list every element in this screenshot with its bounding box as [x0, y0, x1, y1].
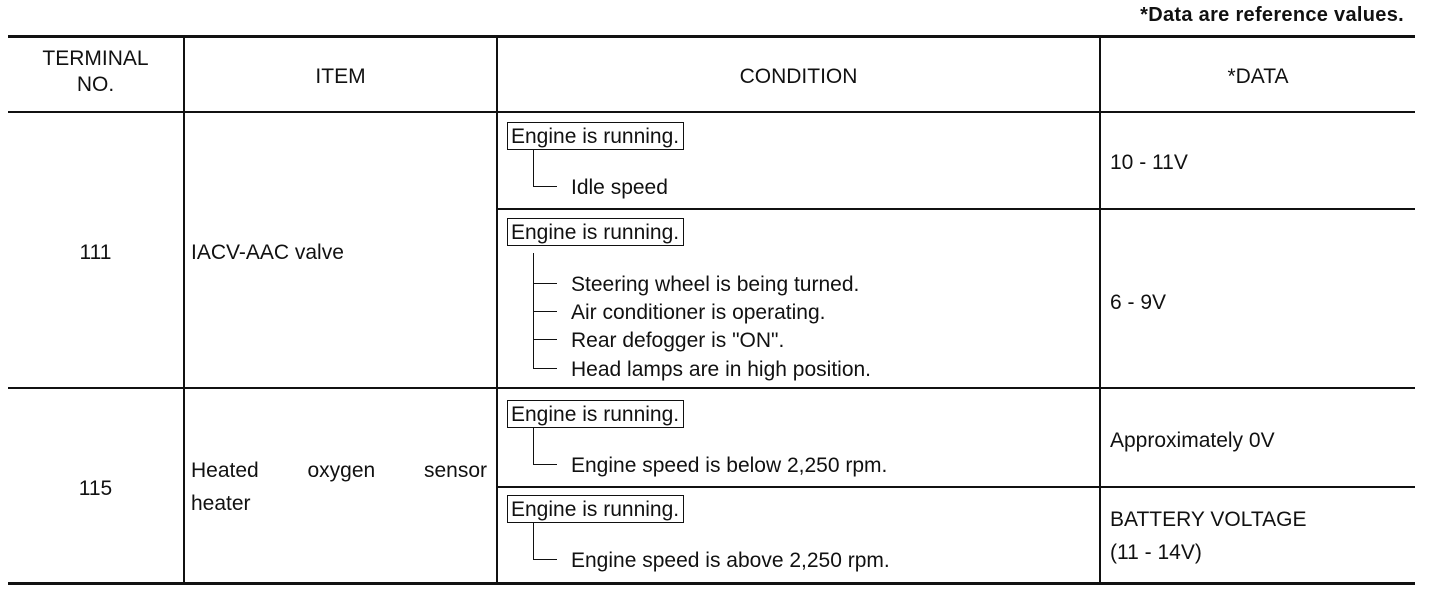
row-separator — [8, 387, 1415, 389]
tree-connector — [533, 559, 557, 560]
header-data: *DATA — [1227, 65, 1289, 88]
tree-connector — [533, 283, 557, 284]
condition-box-115-a: Engine is running. — [507, 400, 684, 428]
condition-steering: Steering wheel is being turned. — [571, 273, 860, 296]
data-111-a: 10 - 11V — [1110, 151, 1188, 174]
condition-speed-above: Engine speed is above 2,250 rpm. — [571, 549, 890, 572]
col-rule-condition — [496, 36, 498, 584]
row-111-divider — [497, 208, 1415, 210]
item-iacv-aac-valve: IACV-AAC valve — [191, 241, 344, 264]
tree-connector — [533, 311, 557, 312]
data-115-b-line1: BATTERY VOLTAGE — [1110, 508, 1307, 531]
tree-connector — [533, 522, 534, 560]
item-word: Heated — [191, 459, 259, 482]
terminal-115: 115 — [78, 477, 113, 500]
header-condition: CONDITION — [739, 65, 858, 88]
header-terminal-no — [8, 46, 183, 99]
condition-speed-below: Engine speed is below 2,250 rpm. — [571, 454, 888, 477]
header-terminal-line2: NO. — [76, 73, 115, 97]
data-111-b: 6 - 9V — [1110, 291, 1167, 314]
col-rule-item — [183, 36, 185, 584]
condition-air-conditioner: Air conditioner is operating. — [571, 301, 826, 324]
row-115-divider — [497, 486, 1415, 488]
condition-idle-speed: Idle speed — [571, 176, 668, 199]
condition-box-115-b: Engine is running. — [507, 495, 684, 523]
reference-note: *Data are reference values. — [1140, 4, 1404, 26]
tree-connector — [533, 428, 534, 465]
table-bottom-rule — [8, 582, 1415, 585]
item-line1 — [191, 460, 487, 481]
table-top-rule — [8, 35, 1415, 38]
item-word: sensor — [423, 459, 487, 482]
condition-rear-defogger: Rear defogger is "ON". — [571, 329, 785, 352]
data-115-a: Approximately 0V — [1110, 429, 1275, 452]
tree-connector — [533, 464, 557, 465]
col-rule-data — [1099, 36, 1101, 584]
condition-head-lamps: Head lamps are in high position. — [571, 358, 872, 381]
header-bottom-rule — [8, 111, 1415, 113]
item-heated-oxygen-sensor-heater — [191, 460, 487, 514]
terminal-111: 111 — [79, 241, 112, 264]
data-115-b-line2: (11 - 14V) — [1110, 541, 1202, 564]
tree-connector — [533, 368, 557, 369]
tree-connector — [533, 339, 557, 340]
item-line2: heater — [191, 492, 251, 515]
tree-connector — [533, 149, 534, 187]
condition-box-111-b: Engine is running. — [507, 218, 684, 246]
condition-box-111-a: Engine is running. — [507, 122, 684, 150]
header-item: ITEM — [315, 65, 366, 88]
tree-connector — [533, 186, 557, 187]
header-terminal-line1: TERMINAL — [42, 47, 149, 70]
item-word: oxygen — [307, 459, 376, 482]
